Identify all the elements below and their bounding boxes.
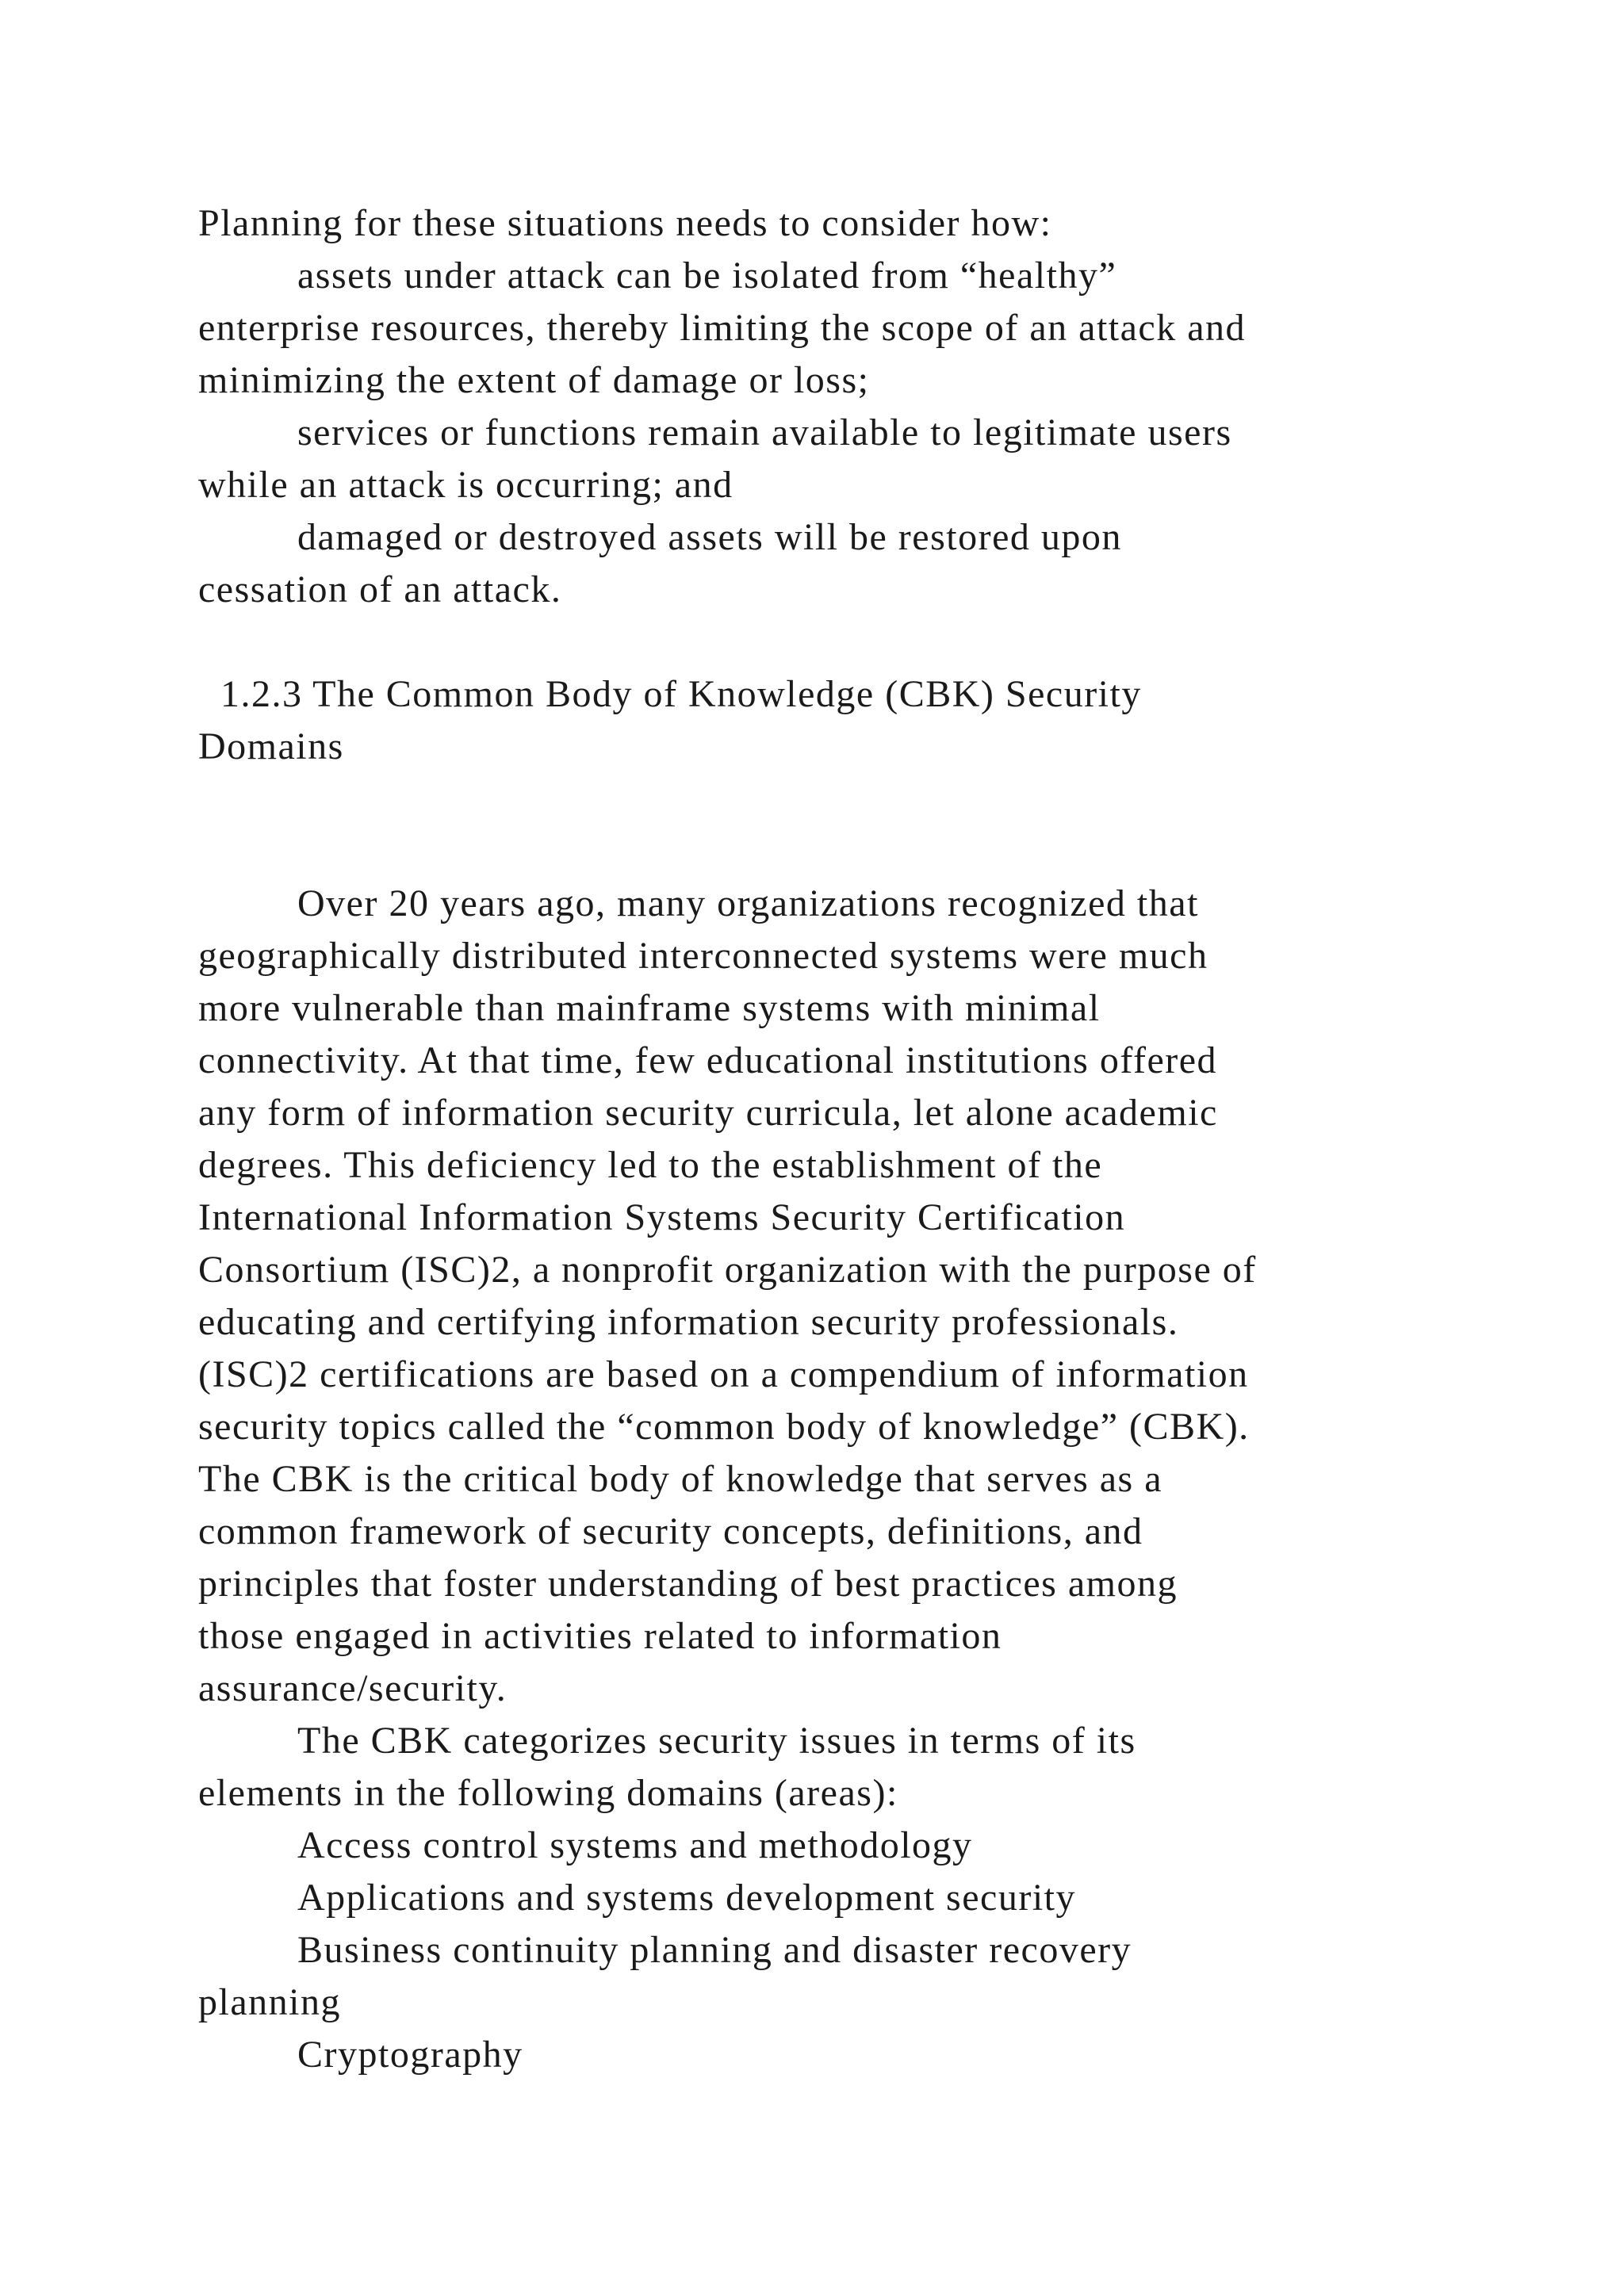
text-line: International Information Systems Security Certification [198,1196,1126,1238]
text-line: elements in the following domains (areas): [198,1772,898,1814]
text-line: geographically distributed interconnected systems were much [198,935,1208,977]
text-line: minimizing the extent of damage or loss; [198,359,870,401]
list-item: Applications and systems development security [297,1877,1076,1919]
text-line: educating and certifying information security professionals. [198,1301,1179,1343]
list-item-continued: planning [198,1981,341,2023]
text-line: connectivity. At that time, few educational institutions offered [198,1039,1218,1081]
text-line: while an attack is occurring; and [198,464,733,506]
text-line: assurance/security. [198,1667,508,1709]
text-line: security topics called the “common body of knowledge” (CBK). [198,1406,1250,1448]
text-line: The CBK categorizes security issues in terms of its [297,1720,1136,1762]
text-line: enterprise resources, thereby limiting the scope of an attack and [198,307,1247,349]
section-heading-continued: Domains [198,725,344,767]
section-heading: 1.2.3 The Common Body of Knowledge (CBK) Security [220,673,1142,715]
list-item: Cryptography [297,2034,523,2076]
list-item: Business continuity planning and disaster recovery [297,1929,1132,1971]
text-line: services or functions remain available to legitimate users [297,411,1232,453]
text-line: (ISC)2 certifications are based on a compendium of information [198,1353,1249,1395]
text-line: Consortium (ISC)2, a nonprofit organization with the purpose of [198,1249,1257,1291]
text-line: Over 20 years ago, many organizations recognized that [297,882,1199,924]
text-line: any form of information security curricula, let alone academic [198,1092,1218,1134]
text-line: degrees. This deficiency led to the establishment of the [198,1144,1103,1186]
text-line: principles that foster understanding of best practices among [198,1563,1178,1605]
text-line: assets under attack can be isolated from “healthy” [297,254,1117,297]
text-line: Planning for these situations needs to consider how: [198,202,1052,244]
list-item: Access control systems and methodology [297,1824,973,1866]
text-line: cessation of an attack. [198,568,562,610]
text-line: damaged or destroyed assets will be restored upon [297,516,1122,558]
text-line: those engaged in activities related to information [198,1615,1002,1657]
text-line: The CBK is the critical body of knowledge that serves as a [198,1458,1163,1500]
text-line: more vulnerable than mainframe systems with minimal [198,987,1101,1029]
text-line: common framework of security concepts, definitions, and [198,1510,1143,1552]
